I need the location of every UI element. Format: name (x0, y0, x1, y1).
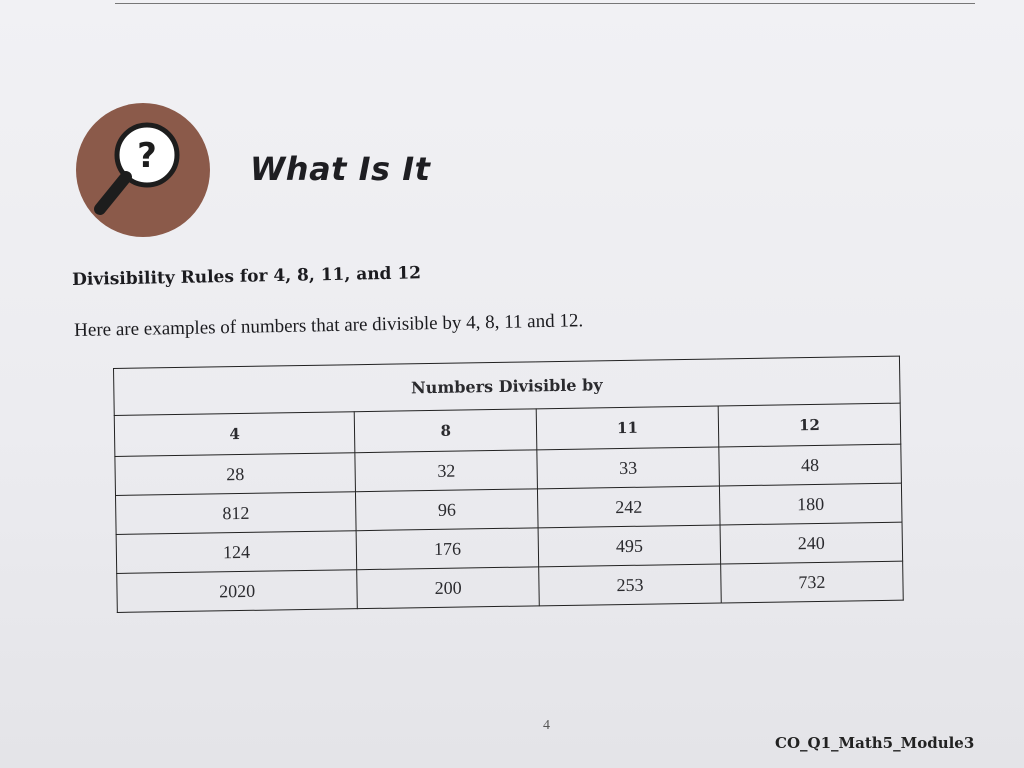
svg-text:?: ? (137, 136, 157, 176)
table-cell: 176 (356, 528, 538, 570)
table-cell: 96 (356, 489, 538, 531)
table-cell: 200 (357, 567, 539, 609)
intro-text: Here are examples of numbers that are divisible by 4, 8, 11 and 12. (74, 310, 584, 341)
column-header-8: 8 (354, 409, 536, 453)
table-cell: 124 (116, 531, 357, 574)
module-code: CO_Q1_Math5_Module3 (775, 734, 975, 752)
column-header-4: 4 (114, 412, 355, 457)
table-cell: 48 (719, 444, 902, 486)
table-cell: 732 (721, 561, 904, 603)
table-cell: 242 (538, 486, 720, 528)
magnifier-question-icon (76, 103, 210, 237)
table-cell: 180 (719, 483, 902, 525)
column-header-11: 11 (536, 406, 718, 450)
table-cell: 812 (116, 492, 357, 535)
table-cell: 240 (720, 522, 903, 564)
divisibility-table (113, 356, 904, 613)
table-cell: 253 (539, 564, 721, 606)
table-cell: 33 (537, 447, 719, 489)
divisibility-table-wrapper (113, 356, 904, 613)
table-cell: 2020 (117, 570, 358, 613)
table-cell: 32 (355, 450, 537, 492)
top-border-line (115, 0, 975, 4)
section-heading: What Is It (250, 150, 431, 188)
table-cell: 28 (115, 453, 356, 496)
table-cell: 495 (538, 525, 720, 567)
section-subtitle: Divisibility Rules for 4, 8, 11, and 12 (72, 263, 422, 290)
page-number: 4 (543, 718, 550, 733)
column-header-12: 12 (718, 403, 901, 447)
table-title: Numbers Divisible by (114, 356, 901, 415)
